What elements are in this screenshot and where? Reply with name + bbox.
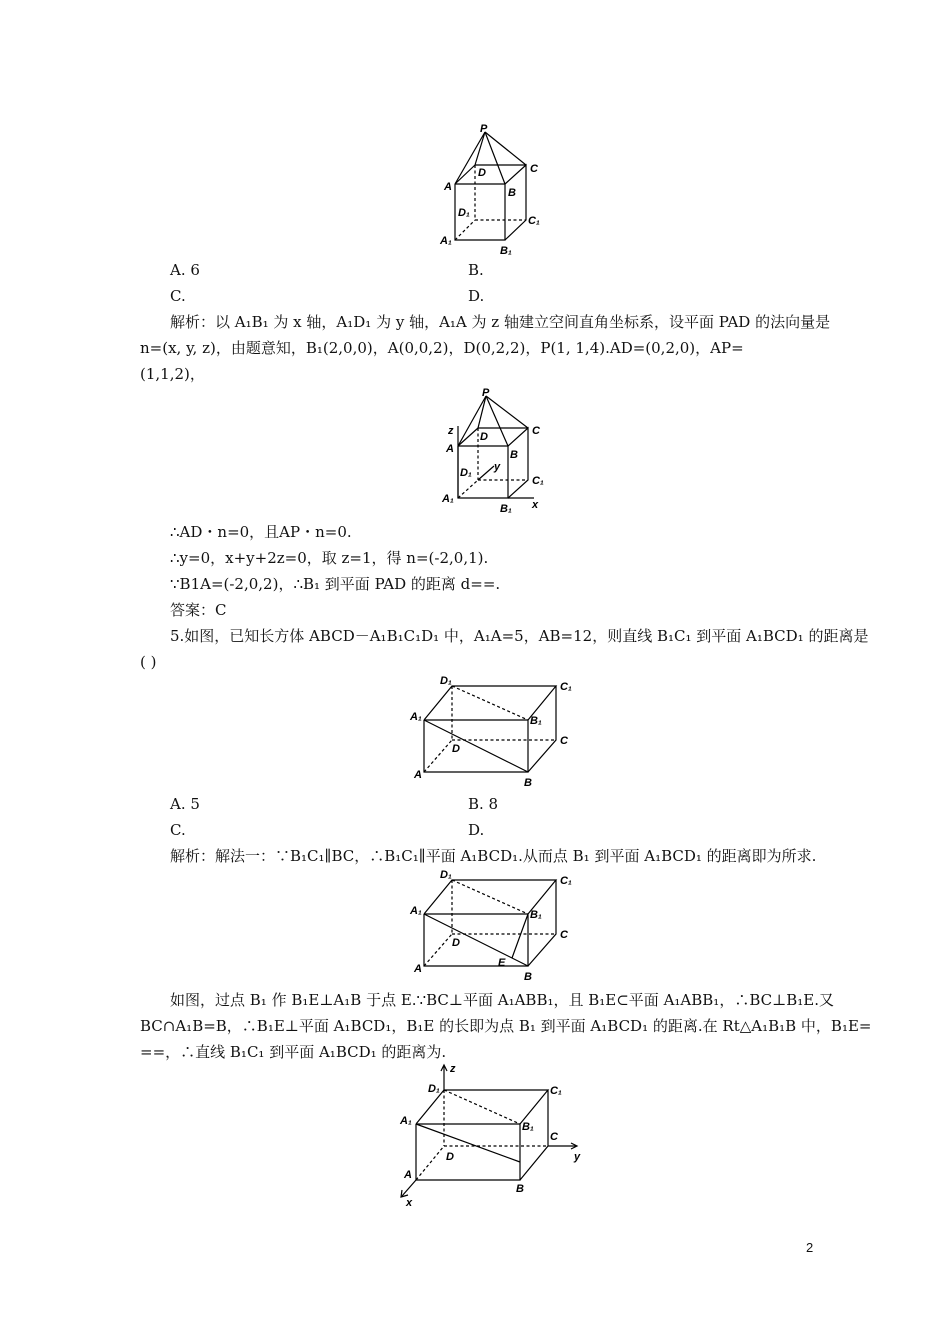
q4-step1: ∴AD・n=0，且AP・n=0.	[170, 523, 352, 541]
label-C1-4: C₁	[560, 875, 572, 887]
label-A1-5: A₁	[400, 1115, 412, 1127]
label-D1: D₁	[458, 207, 470, 219]
label-z5: z	[450, 1063, 456, 1075]
label-C1-5: C₁	[550, 1085, 562, 1097]
label-B-4: B	[524, 971, 532, 983]
label-C1-2: C₁	[532, 475, 544, 487]
label-D1-4: D₁	[440, 869, 452, 881]
label-A-4: A	[414, 963, 422, 975]
label-C1: C₁	[528, 215, 540, 227]
page-number: 2	[806, 1240, 814, 1255]
label-A1: A₁	[440, 235, 452, 247]
label-C-5: C	[550, 1131, 558, 1143]
label-C1-3: C₁	[560, 681, 572, 693]
label-A: A	[444, 181, 452, 193]
label-C2: C	[532, 425, 540, 437]
label-D-4: D	[452, 937, 460, 949]
q4-step3: ∵B1A=(-2,0,2)，∴B₁ 到平面 PAD 的距离 d==.	[170, 575, 501, 593]
q4-analysis-line2: n=(x, y, z)，由题意知，B₁(2,0,0)，A(0,0,2)，D(0,2,2)，P(1, 1,4).AD=(0,2,0)，AP=	[140, 339, 744, 357]
label-B1-2: B₁	[500, 503, 512, 515]
q4-analysis-line1: 解析：以 A₁B₁ 为 x 轴，A₁D₁ 为 y 轴，A₁A 为 z 轴建立空间直角坐标系，设平面 PAD 的法向量是	[170, 313, 831, 331]
label-B1-3: B₁	[530, 715, 542, 727]
q4-option-b: B.	[468, 261, 484, 279]
q5-option-d: D.	[468, 821, 485, 839]
label-P: P	[480, 123, 488, 135]
q4-step2: ∴y=0，x+y+2z=0，取 z=1，得 n=(-2,0,1).	[170, 549, 489, 567]
label-B-5: B	[516, 1183, 524, 1195]
q5-option-c: C.	[170, 821, 186, 839]
figure-cuboid-with-e	[408, 866, 588, 984]
label-B2: B	[510, 449, 518, 461]
label-A1-2: A₁	[442, 493, 454, 505]
label-z2: z	[448, 425, 454, 437]
label-x2: x	[532, 499, 539, 511]
label-D2: D	[480, 431, 488, 443]
label-y2: y	[494, 461, 501, 473]
q5-paragraph-line1: 如图，过点 B₁ 作 B₁E⊥A₁B 于点 E.∵BC⊥平面 A₁ABB₁，且 B₁E⊂平面 A₁ABB₁，∴BC⊥B₁E.又	[170, 991, 834, 1009]
q4-answer: 答案：C	[170, 601, 227, 619]
label-D-3: D	[452, 743, 460, 755]
label-B: B	[508, 187, 516, 199]
q5-paragraph-line3: ==，∴直线 B₁C₁ 到平面 A₁BCD₁ 的距离为.	[140, 1043, 447, 1061]
label-B1-4: B₁	[530, 909, 542, 921]
label-C: C	[530, 163, 538, 175]
q4-option-a: A. 6	[170, 261, 200, 279]
label-B1: B₁	[500, 245, 512, 255]
label-C-4: C	[560, 929, 568, 941]
figure-cube-pyramid-axes	[438, 388, 558, 518]
figure-cube-pyramid	[430, 120, 550, 255]
label-x5: x	[406, 1197, 413, 1208]
q4-option-d: D.	[468, 287, 485, 305]
label-C-3: C	[560, 735, 568, 747]
label-y5: y	[574, 1151, 581, 1163]
label-B-3: B	[524, 777, 532, 789]
label-D: D	[478, 167, 486, 179]
label-D1-5: D₁	[428, 1083, 440, 1095]
label-B1-5: B₁	[522, 1121, 534, 1133]
q5-analysis-method1: 解析：解法一：∵B₁C₁∥BC，∴B₁C₁∥平面 A₁BCD₁.从而点 B₁ 到平面 A₁BCD₁ 的距离即为所求.	[170, 847, 817, 865]
label-A1-3: A₁	[410, 711, 422, 723]
label-A2: A	[446, 443, 454, 455]
q4-analysis-line3: (1,1,2)，	[140, 365, 205, 383]
q5-paragraph-line2: BC∩A₁B=B，∴B₁E⊥平面 A₁BCD₁，B₁E 的长即为点 B₁ 到平面 A₁BCD₁ 的距离.在 Rt△A₁B₁B 中，B₁E=	[140, 1017, 872, 1035]
label-D1-3: D₁	[440, 675, 452, 687]
label-D1-2: D₁	[460, 467, 472, 479]
label-A1-4: A₁	[410, 905, 422, 917]
q5-question-line2: ( )	[140, 653, 157, 671]
label-E-4: E	[498, 957, 506, 969]
label-P2: P	[482, 388, 490, 399]
label-A-3: A	[414, 769, 422, 781]
q5-option-b: B. 8	[468, 795, 499, 813]
q5-option-a: A. 5	[170, 795, 200, 813]
figure-cuboid-axes	[398, 1062, 588, 1208]
q5-question-line1: 5.如图，已知长方体 ABCD－A₁B₁C₁D₁ 中，A₁A=5，AB=12，则直线 B₁C₁ 到平面 A₁BCD₁ 的距离是	[170, 627, 869, 645]
label-A-5: A	[404, 1169, 412, 1181]
label-D-5: D	[446, 1151, 454, 1163]
q4-option-c: C.	[170, 287, 186, 305]
figure-cuboid	[408, 672, 588, 790]
